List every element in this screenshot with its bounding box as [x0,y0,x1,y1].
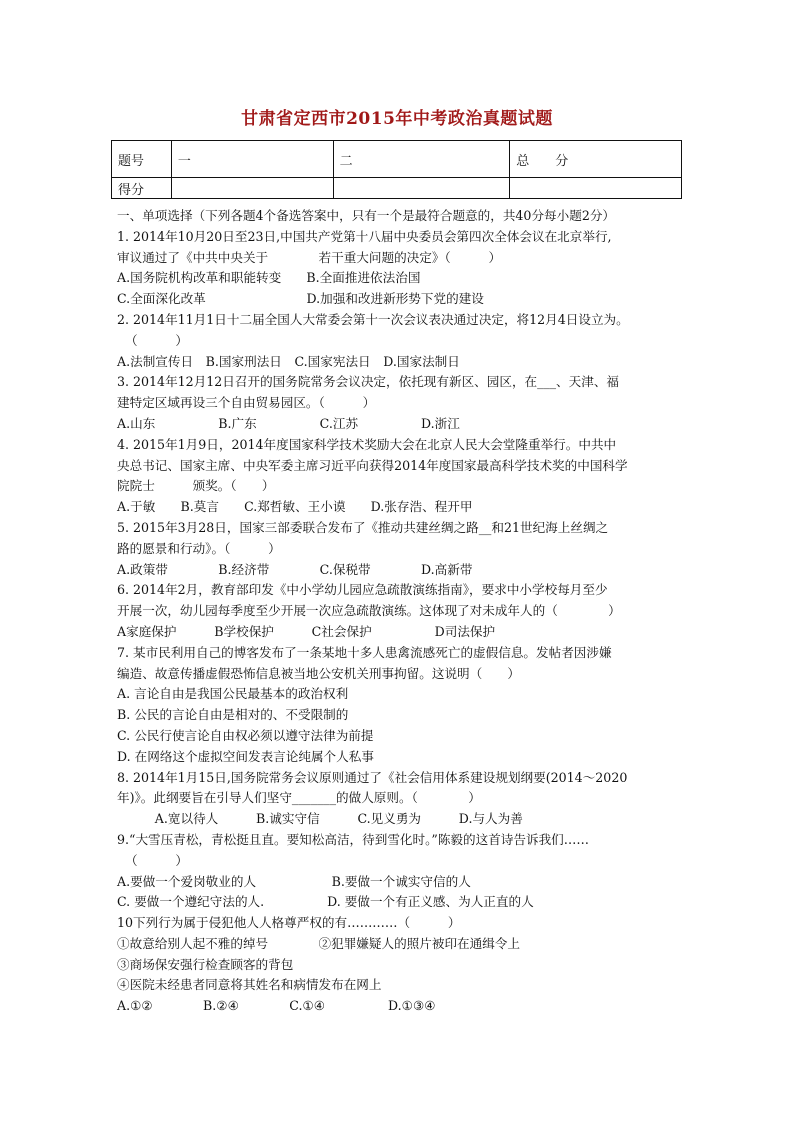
question-text: 8. 2014年1月15日,国务院常务会议原则通过了《社会信用体系建设规划纲要(2014～2020 [117,769,628,785]
answer-options: A.山东 B.广东 C.江苏 D.浙江 [117,415,460,431]
question-text: 建特定区域再设三个自由贸易园区。（ ） [117,395,376,411]
question-text: 年)》。此纲要旨在引导人们坚守_______的做人原则。（ ） [117,790,481,806]
question-text: 审议通过了《中共中央关于 若干重大问题的决定》（ ） [117,249,502,265]
answer-option: C. 公民行使言论自由权必须以遵守法律为前提 [117,727,374,743]
answer-options: A.①② B.②④ C.①④ D.①③④ [117,998,436,1014]
question-text: 6. 2014年2月，教育部印发《中小学幼儿园应急疏散演练指南》，要求中小学校每月至少 [117,582,608,598]
question-text: 开展一次，幼儿园每季度至少开展一次应急疏散演练。这体现了对未成年人的（ ） [117,603,621,619]
answer-options: A.政策带 B.经济带 C.保税带 D.高新带 [117,561,473,577]
score-cell: 总 分 [510,141,682,178]
score-cell [333,178,510,199]
section-heading: 一、单项选择（下列各题4个备选答案中，只有一个是最符合题意的，共40分每小题2分） [117,208,616,223]
question-text: 7. 某市民利用自己的博客发布了一条某地十多人患禽流感死亡的虚假信息。发帖者因涉嫌 [117,644,612,660]
question-text: 3. 2014年12月12日召开的国务院常务会议决定，依托现有新区、园区，在___、天津、福 [117,374,620,390]
answer-option: A. 言论自由是我国公民最基本的政治权利 [117,686,349,702]
answer-options: A.于敏 B.莫言 C.郑哲敏、王小谟 D.张存浩、程开甲 [117,499,473,515]
answer-options: A.法制宣传日 B.国家刑法日 C.国家宪法日 D.国家法制日 [117,353,460,369]
answer-options: A.宽以待人 B.诚实守信 C.见义勇为 D.与人为善 [117,811,523,827]
question-text: 1. 2014年10月20日至23日,中国共产党第十八届中央委员会第四次全体会议在北京举行, [117,228,612,244]
score-cell [171,178,333,199]
score-cell [510,178,682,199]
score-cell: 得分 [112,178,172,199]
statement-options: ①故意给别人起不雅的绰号 ②犯罪嫌疑人的照片被印在通缉令上 [117,935,520,951]
question-text: 4. 2015年1月9日，2014年度国家科学技术奖励大会在北京人民大会堂隆重举行。中共中 [117,436,617,452]
answer-options: A.要做一个爱岗敬业的人 B.要做一个诚实守信的人 [117,873,471,889]
question-text: 2. 2014年11月1日十二届全国人大常委会第十一次会议表决通过决定，将12月4日设立为。 [117,311,629,327]
question-text: 编造、故意传播虚假恐怖信息被当地公安机关刑事拘留。这说明（ ） [117,665,520,681]
question-text: 10下列行为属于侵犯他人人格尊严权的有…………（ ） [117,915,461,931]
score-table-score-row [112,178,682,199]
question-text: 院院士 颁奖。（ ） [117,478,275,494]
score-cell: 二 [333,141,510,178]
question-text: 央总书记、国家主席、中央军委主席习近平向获得2014年度国家最高科学技术奖的中国科学 [117,457,628,473]
score-table-header-row [112,141,682,178]
statement-option: ③商场保安强行检查顾客的背包 [117,956,294,972]
questions-body [117,206,681,1017]
score-cell: 一 [171,141,333,178]
question-text: （ ） [125,852,188,868]
score-cell: 题号 [112,141,172,178]
answer-options: A.国务院机构改革和职能转变 B.全面推进依法治国 [117,270,421,286]
question-text: 路的愿景和行动》。（ ） [117,540,281,556]
question-text: 9.“大雪压青松，青松挺且直。要知松高洁，待到雪化时。”陈毅的这首诗告诉我们…… [117,831,589,847]
answer-options: C. 要做一个遵纪守法的人. D. 要做一个有正义感、为人正直的人 [117,894,534,910]
score-table [111,140,682,199]
answer-option: B. 公民的言论自由是相对的、不受限制的 [117,707,349,723]
page-title: 甘肃省定西市2015年中考政治真题试题 [241,109,553,129]
answer-option: D. 在网络这个虚拟空间发表言论纯属个人私事 [117,748,374,764]
answer-options: C.全面深化改革 D.加强和改进新形势下党的建设 [117,291,484,307]
statement-option: ④医院未经患者同意将其姓名和病情发布在网上 [117,977,382,993]
answer-options: A家庭保护 B学校保护 C社会保护 D司法保护 [117,623,496,639]
question-text: 5. 2015年3月28日，国家三部委联合发布了《推动共建丝绸之路__和21世纪海上丝绸之 [117,519,609,535]
question-text: （ ） [125,332,188,348]
